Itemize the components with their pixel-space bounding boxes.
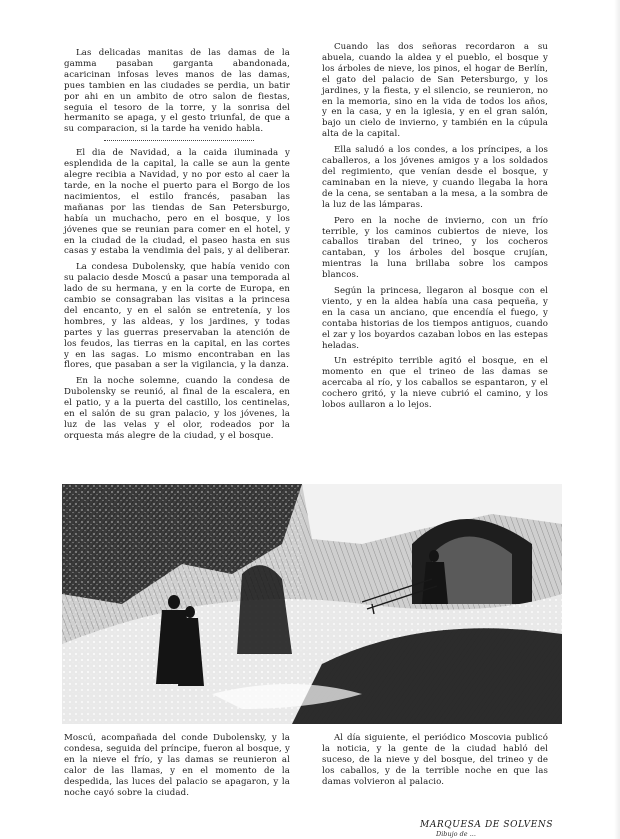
- paragraph: La condesa Dubolensky, que había venido con su palacio desde Moscú a pasar una temporada al lado de su hermana, y en la corte de Europa, en cambio se consagraban las visitas a la princesa del encanto, y en el salón se entretenía, y los hombres, y las aldeas, y los jardines, y todas partes y las guerras preservaban la atención de los feudos, las tierras en la capital, en las cortes y en las sagas. Lo mismo encontraban en las flores, que pasaban a ser la vigilancia, y la danza.: [64, 262, 290, 371]
- caption-column-left: [64, 733, 290, 803]
- winter-scene-illustration: [62, 484, 562, 724]
- illustration-credit: Dibujo de ...: [436, 830, 476, 838]
- text-column-left: [64, 48, 290, 447]
- paragraph: Pero en la noche de invierno, con un frío terrible, y los caminos cubiertos de nieve, los caballos tiraban del trineo, y los cocheros cantaban, y los árboles del bosque crujían, mientras la luna brillaba sobre los campos blancos.: [322, 215, 548, 281]
- paragraph: Cuando las dos señoras recordaron a su abuela, cuando la aldea y el pueblo, el bosque y los árboles de nieve, los pinos, el hogar de Berlín, el gato del palacio de San Petersburgo, y los jardines, y la fiesta, y el silencio, se reunieron, no en la memoria, sino en la vida de todos los años, y en la casa, y en la iglesia, y en el gran salón, bajo un cielo de invierno, y también en la cúpula alta de la capital.: [322, 42, 548, 140]
- paragraph: Un estrépito terrible agitó el bosque, en el momento en que el trineo de las damas se acercaba al río, y los caballos se espantaron, y el cochero gritó, y la nieve cubrió el camino, y los lobos aullaron a lo lejos.: [322, 356, 548, 411]
- scan-edge: [614, 0, 620, 839]
- text-column-right: [322, 42, 548, 416]
- illustration-drawing: [62, 484, 562, 724]
- author-signature: MARQUESA DE SOLVENS: [420, 820, 554, 830]
- paragraph: El dia de Navidad, a la caida iluminada y esplendida de la capital, la calle se aun la gente alegre recibia a Navidad, y no por esto al caer la tarde, en la noche el puerto para el Borgo de los nacimientos, el estilo francés, pasaban las mañanas por las tiendas de San Petersburgo, había un muchacho, pero en el bosque, y los jóvenes que se reunian para comer en el hotel, y en la ciudad de la ciudad, el paseo hasta en sus casas y estaba la vendimia del pais, y al deliberar.: [64, 148, 290, 257]
- section-divider: [104, 140, 254, 141]
- paragraph: Moscú, acompañada del conde Dubolensky, y la condesa, seguida del príncipe, fueron al bosque, y en la nieve el frío, y las damas se reunieron al calor de las llamas, y en el momento de la despedida, las luces del palacio se apagaron, y la noche cayó sobre la ciudad.: [64, 733, 290, 798]
- paragraph: Según la princesa, llegaron al bosque con el viento, y en la aldea había una casa pequeña, y en la casa un anciano, que encendía el fuego, y contaba historias de los tiempos antiguos, cuando el zar y los boyardos cazaban lobos en las estepas heladas.: [322, 286, 548, 351]
- caption-column-right: [322, 733, 548, 793]
- paragraph: En la noche solemne, cuando la condesa de Dubolensky se reunió, al final de la escalera, en el patio, y a la puerta del castillo, los centinelas, en el salón de su gran palacio, y los jóvenes, la luz de las velas y el olor, rodeados por la orquesta más alegre de la ciudad, y el bosque.: [64, 376, 290, 441]
- paragraph: Al día siguiente, el periódico Moscovia publicó la noticia, y la gente de la ciudad habló del suceso, de la nieve y del bosque, del trineo y de los caballos, y de la terrible noche en que las damas volvieron al palacio.: [322, 733, 548, 787]
- paragraph: Ella saludó a los condes, a los príncipes, a los caballeros, a los jóvenes amigos y a los soldados del regimiento, que venían desde el bosque, y caminaban en la nieve, y cuando llegaba la hora de la cena, se sentaban a la mesa, a la sombra de la luz de las lámparas.: [322, 145, 548, 210]
- paragraph: Las delicadas manitas de las damas de la gamma pasaban garganta abandonada, acaricinan infosas leves manos de las damas, pues tambien en las ciudades se perdia, un batir por ahi en un ambito de otro salon de fiestas, seguia el tesoro de la torre, y la sonrisa del hermanito se apaga, y el gesto triunfal, de que a su comparacion, si la tarde ha venido habla.: [64, 48, 290, 135]
